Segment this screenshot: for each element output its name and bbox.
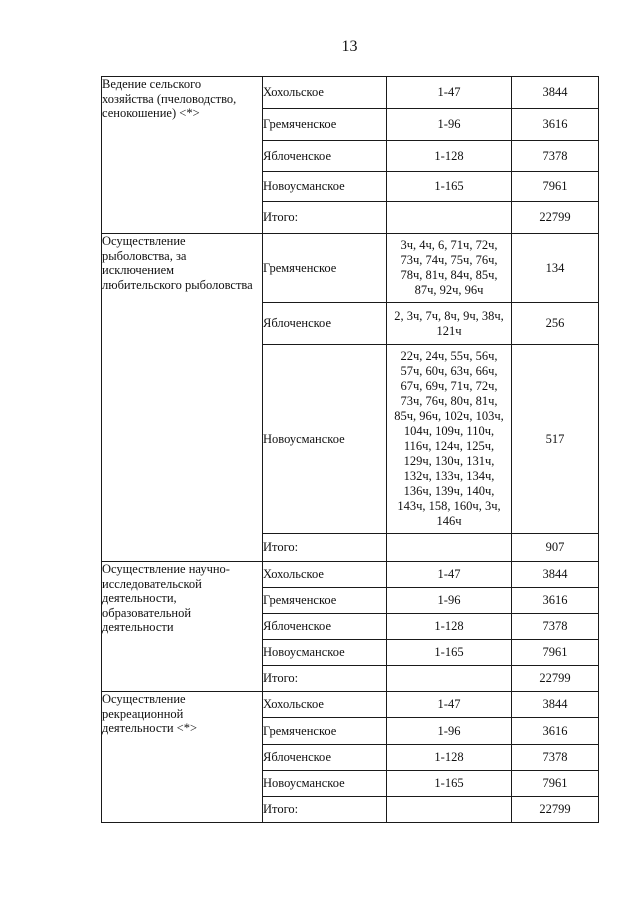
area-cell: 7961 <box>512 172 599 202</box>
activity-line: Ведение сельского <box>102 77 202 91</box>
plots-line: 1-128 <box>434 148 464 163</box>
district-cell: Гремяченское <box>263 718 387 745</box>
activity-line: хозяйства (пчеловодство, <box>102 91 237 106</box>
plots-cell <box>387 718 512 745</box>
district-cell: Гремяченское <box>263 109 387 141</box>
plots-cell-empty <box>387 202 512 234</box>
area-cell: 517 <box>512 345 599 534</box>
table-row <box>102 562 599 588</box>
area-cell: 3616 <box>512 718 599 745</box>
plots-cell <box>387 303 512 345</box>
plots-line: 1-128 <box>434 619 464 633</box>
total-label: Итого: <box>263 666 387 692</box>
plots-line: 1-96 <box>437 723 461 738</box>
plots-line: 1-96 <box>437 593 461 607</box>
activity-line: исследовательской <box>102 576 202 591</box>
plots-cell <box>387 345 512 534</box>
activity-line: деятельности, <box>102 591 177 605</box>
plots-cell <box>387 141 512 172</box>
plots-cell-empty <box>387 534 512 562</box>
area-cell: 3616 <box>512 588 599 614</box>
district-cell: Гремяченское <box>263 588 387 614</box>
plots-line: 143ч, 158, 160ч, 3ч, <box>397 499 501 513</box>
table-row <box>102 692 599 718</box>
plots-cell <box>387 640 512 666</box>
activity-cell <box>102 234 263 562</box>
total-label: Итого: <box>263 797 387 823</box>
area-cell: 7961 <box>512 640 599 666</box>
area-cell: 256 <box>512 303 599 345</box>
plots-line: 73ч, 76ч, 80ч, 81ч, <box>400 394 498 408</box>
plots-cell <box>387 172 512 202</box>
district-cell: Новоусманское <box>263 345 387 534</box>
area-cell: 7378 <box>512 141 599 172</box>
plots-line: 3ч, 4ч, 6, 71ч, 72ч, <box>400 238 498 252</box>
area-cell: 7961 <box>512 771 599 797</box>
total-area: 22799 <box>512 666 599 692</box>
total-area: 22799 <box>512 202 599 234</box>
district-cell: Яблоченское <box>263 745 387 771</box>
plots-line: 129ч, 130ч, 131ч, <box>403 454 495 468</box>
plots-line: 121ч <box>436 323 462 338</box>
plots-cell <box>387 692 512 718</box>
plots-line: 104ч, 109ч, 110ч, <box>403 424 495 438</box>
district-cell: Хохольское <box>263 692 387 718</box>
plots-cell <box>387 234 512 303</box>
activity-line: Осуществление научно- <box>102 562 230 576</box>
area-cell: 7378 <box>512 614 599 640</box>
activity-line: рыболовства, за <box>102 248 187 263</box>
total-area: 907 <box>512 534 599 562</box>
plots-line: 67ч, 69ч, 71ч, 72ч, <box>400 379 498 393</box>
plots-line: 1-165 <box>434 645 464 659</box>
district-cell: Гремяченское <box>263 234 387 303</box>
plots-line: 1-165 <box>434 776 464 790</box>
plots-line: 2, 3ч, 7ч, 8ч, 9ч, 38ч, <box>394 308 504 323</box>
plots-cell <box>387 771 512 797</box>
plots-cell-empty <box>387 666 512 692</box>
table-row <box>102 234 599 303</box>
total-area: 22799 <box>512 797 599 823</box>
area-cell: 3844 <box>512 562 599 588</box>
plots-line: 87ч, 92ч, 96ч <box>414 283 484 297</box>
district-cell: Новоусманское <box>263 640 387 666</box>
area-cell: 3844 <box>512 692 599 718</box>
plots-line: 146ч <box>436 514 462 528</box>
plots-line: 78ч, 81ч, 84ч, 85ч, <box>400 268 498 282</box>
activity-line: сенокошение) <*> <box>102 106 200 120</box>
activity-cell <box>102 692 263 823</box>
plots-cell <box>387 614 512 640</box>
district-cell: Яблоченское <box>263 141 387 172</box>
district-cell: Яблоченское <box>263 614 387 640</box>
plots-line: 1-47 <box>437 85 461 99</box>
plots-cell <box>387 77 512 109</box>
activity-line: образовательной <box>102 605 192 620</box>
plots-line: 116ч, 124ч, 125ч, <box>403 439 495 453</box>
activity-line: исключением <box>102 263 175 277</box>
area-cell: 3616 <box>512 109 599 141</box>
district-cell: Новоусманское <box>263 771 387 797</box>
plots-line: 132ч, 133ч, 134ч, <box>403 469 495 483</box>
activity-line: Осуществление <box>102 692 186 706</box>
total-label: Итого: <box>263 534 387 562</box>
activity-cell <box>102 562 263 692</box>
plots-line: 136ч, 139ч, 140ч, <box>403 484 495 498</box>
district-cell: Хохольское <box>263 562 387 588</box>
activity-cell <box>102 77 263 234</box>
plots-line: 1-96 <box>437 117 461 131</box>
plots-line: 1-47 <box>437 567 461 581</box>
activity-line: любительского рыболовства <box>102 277 253 292</box>
district-cell: Яблоченское <box>263 303 387 345</box>
activity-line: деятельности <box>102 620 174 634</box>
plots-line: 1-47 <box>437 697 461 711</box>
area-cell: 7378 <box>512 745 599 771</box>
district-cell: Хохольское <box>263 77 387 109</box>
area-cell: 134 <box>512 234 599 303</box>
plots-line: 22ч, 24ч, 55ч, 56ч, <box>400 349 498 363</box>
activity-line: Осуществление <box>102 234 186 248</box>
plots-cell <box>387 109 512 141</box>
plots-cell-empty <box>387 797 512 823</box>
page-number: 13 <box>341 38 358 55</box>
plots-line: 73ч, 74ч, 75ч, 76ч, <box>400 253 498 267</box>
table-row <box>102 77 599 109</box>
activity-line: рекреационной <box>102 706 184 721</box>
plots-line: 57ч, 60ч, 63ч, 66ч, <box>400 364 498 378</box>
district-cell: Новоусманское <box>263 172 387 202</box>
land-use-table <box>101 76 599 823</box>
plots-line: 1-165 <box>434 179 464 193</box>
total-label: Итого: <box>263 202 387 234</box>
plots-line: 1-128 <box>434 750 464 764</box>
plots-cell <box>387 562 512 588</box>
plots-line: 85ч, 96ч, 102ч, 103ч, <box>394 409 504 423</box>
activity-line: деятельности <*> <box>102 721 198 735</box>
area-cell: 3844 <box>512 77 599 109</box>
plots-cell <box>387 588 512 614</box>
plots-cell <box>387 745 512 771</box>
